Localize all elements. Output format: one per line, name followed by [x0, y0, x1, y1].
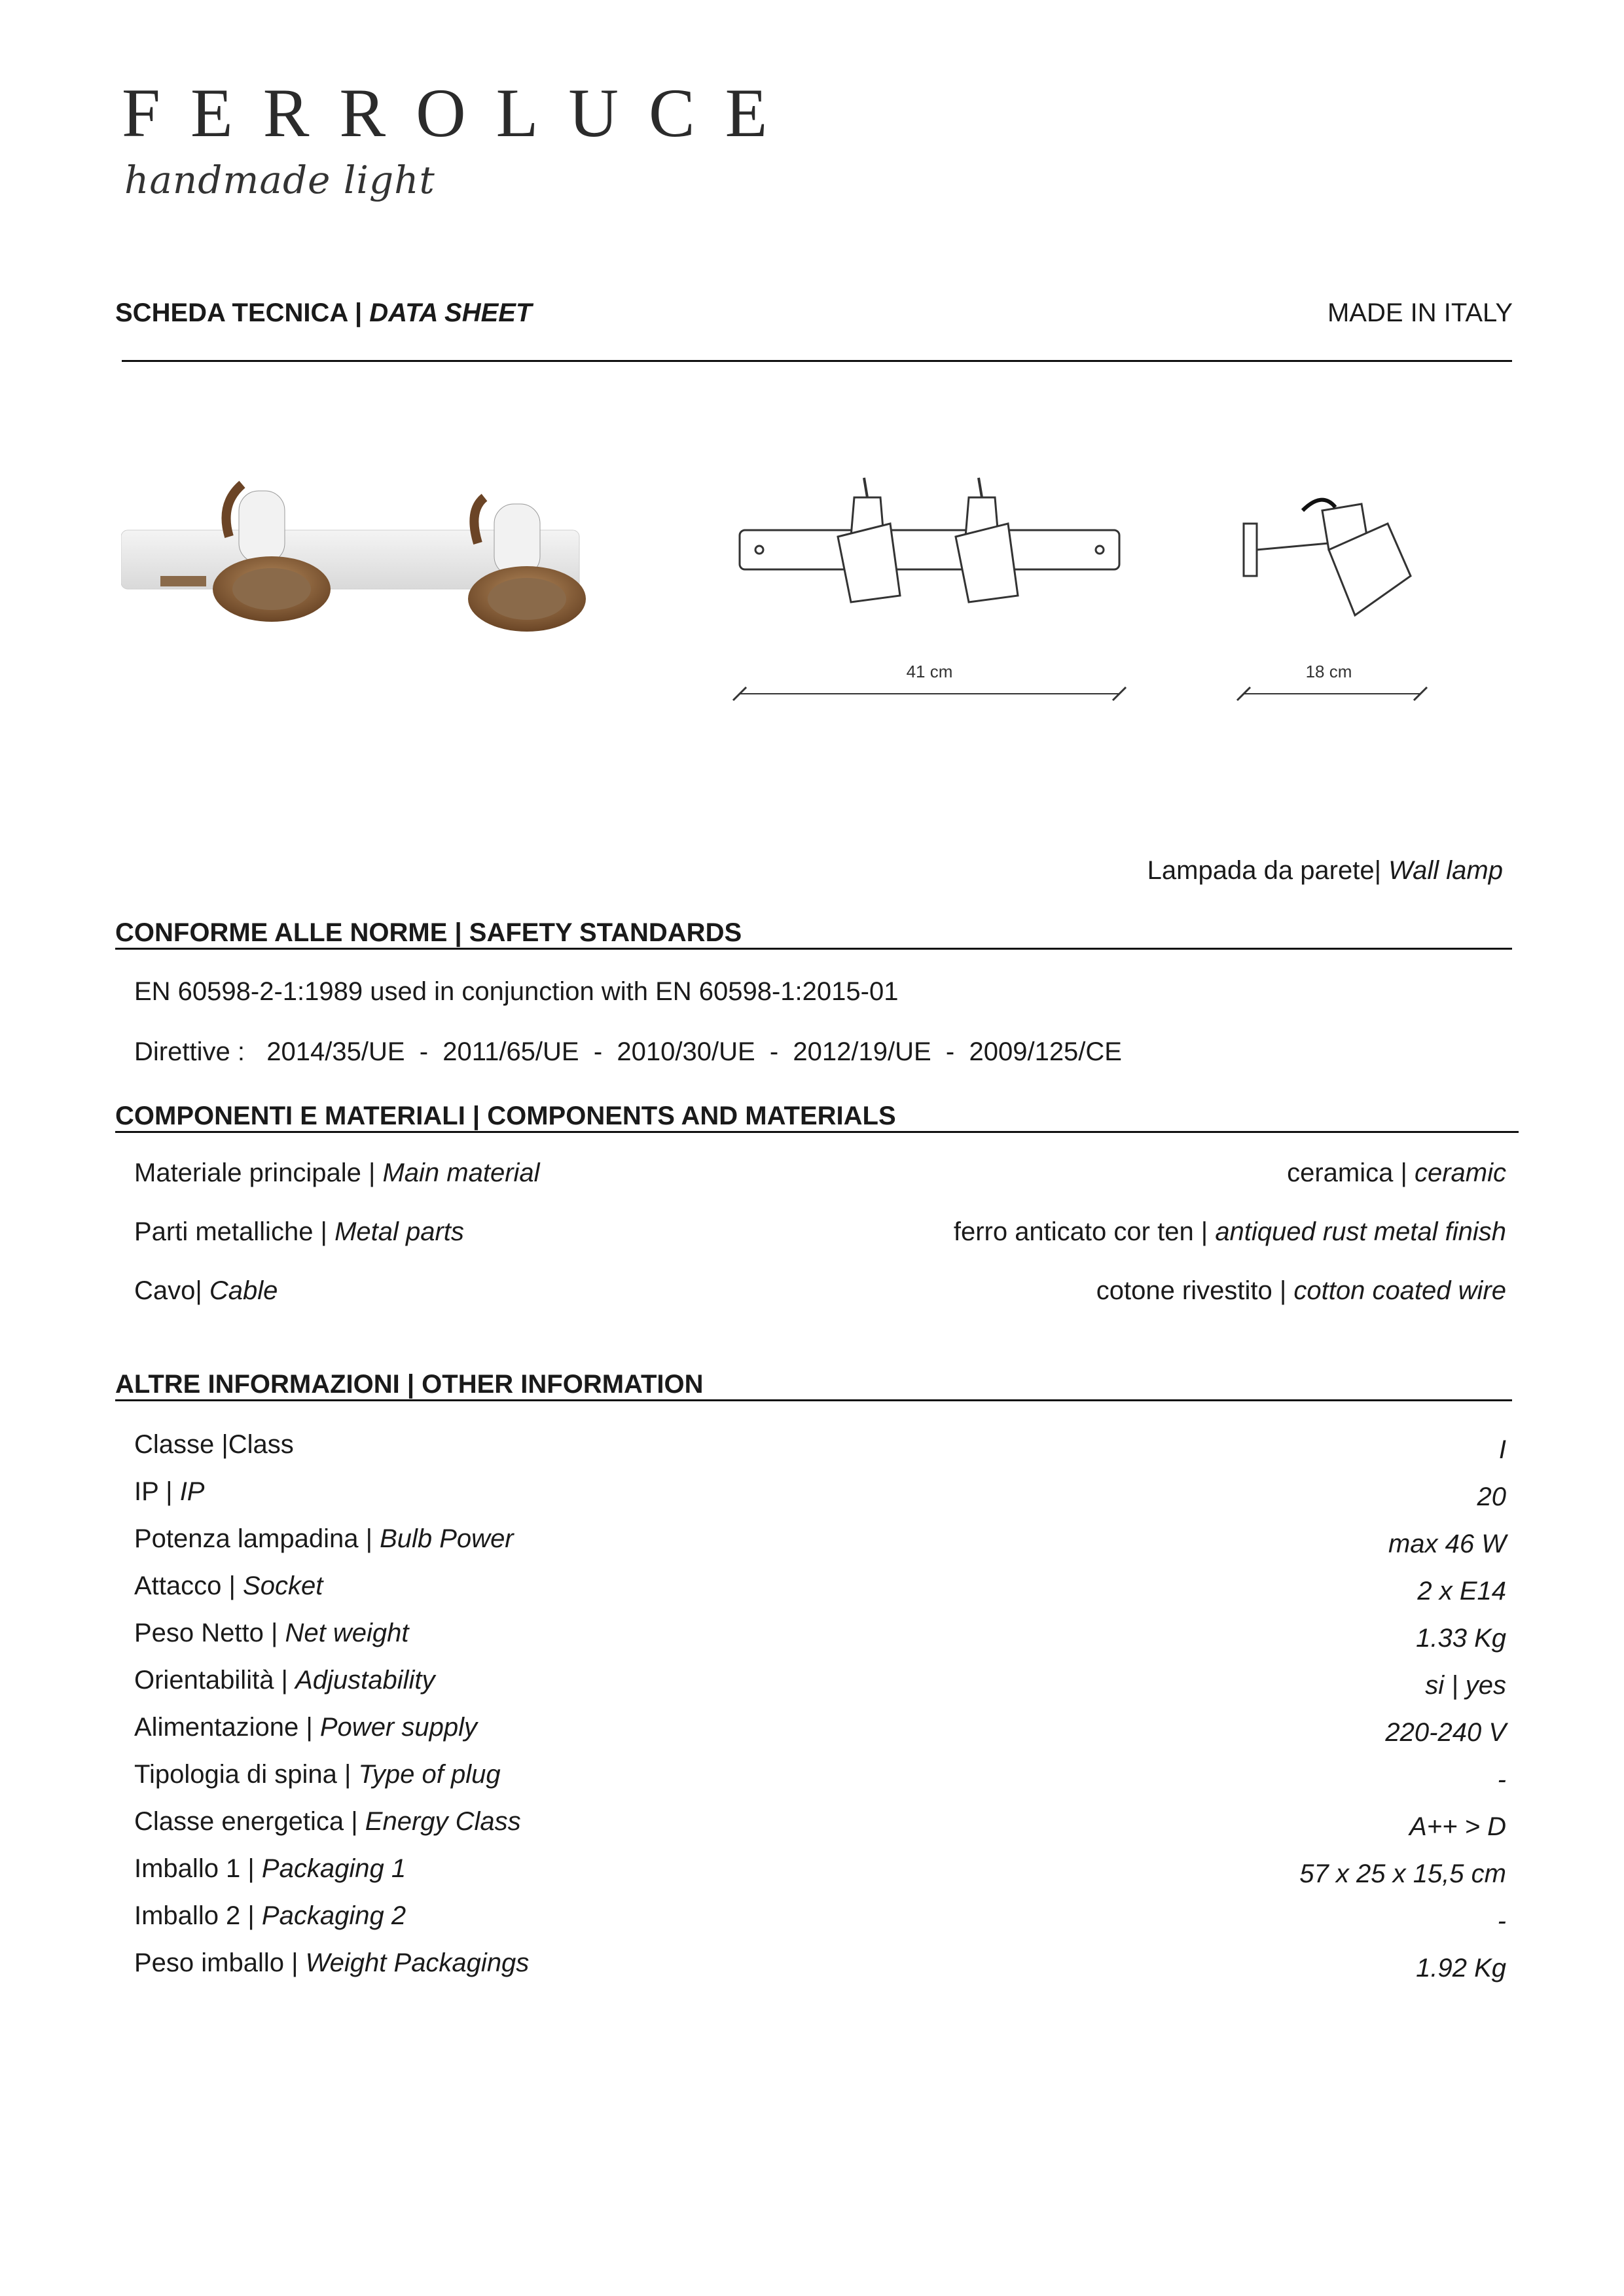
info-label-it: Imballo 2 | — [134, 1901, 262, 1930]
product-photo — [121, 458, 599, 655]
info-label-en: Net weight — [285, 1619, 409, 1647]
info-row — [0, 1524, 1624, 1564]
materials-value-en: antiqued rust metal finish — [1215, 1217, 1506, 1246]
info-value: A++ > D — [1409, 1812, 1506, 1841]
info-value: 1.92 Kg — [1416, 1954, 1506, 1982]
materials-value — [1096, 1276, 1506, 1306]
info-label-en: Adjustability — [295, 1666, 435, 1695]
info-value: I — [1498, 1435, 1506, 1464]
sheet-title-en: DATA SHEET — [369, 298, 532, 327]
info-label-en: Weight Packagings — [305, 1948, 530, 1977]
info-row — [0, 1477, 1624, 1516]
materials-row — [0, 1158, 1624, 1198]
info-label-en: Socket — [243, 1571, 323, 1600]
side-depth-label: 18 cm — [1305, 662, 1352, 681]
materials-value-it: ceramica | — [1287, 1158, 1415, 1187]
info-row — [0, 1901, 1624, 1941]
info-value: si | yes — [1425, 1671, 1506, 1700]
info-label-it: Imballo 1 | — [134, 1854, 262, 1883]
front-drawing — [727, 471, 1146, 713]
product-type-en: Wall lamp — [1388, 856, 1503, 885]
info-label — [134, 1477, 204, 1507]
materials-label-en: Cable — [209, 1276, 278, 1305]
info-label-it: Attacco | — [134, 1571, 244, 1600]
materials-label — [134, 1158, 540, 1188]
safety-divider — [115, 948, 1512, 950]
info-row — [0, 1948, 1624, 1988]
info-label-en: Bulb Power — [380, 1524, 514, 1553]
materials-row — [0, 1217, 1624, 1257]
info-label-en: Packaging 1 — [261, 1854, 406, 1883]
info-label — [134, 1619, 409, 1648]
product-type — [1147, 857, 1503, 884]
info-value: 20 — [1477, 1482, 1506, 1511]
info-row — [0, 1666, 1624, 1705]
materials-value-it: ferro anticato cor ten | — [953, 1217, 1216, 1246]
product-type-it: Lampada da parete| — [1147, 856, 1381, 885]
materials-label-en: Main material — [382, 1158, 540, 1187]
made-in-italy: MADE IN ITALY — [1327, 298, 1513, 327]
info-label — [134, 1571, 323, 1601]
info-value: max 46 W — [1388, 1530, 1506, 1558]
info-label-it: Classe energetica | — [134, 1807, 365, 1836]
sheet-title — [115, 300, 532, 326]
materials-divider — [115, 1131, 1519, 1133]
info-label-it: Orientabilità | — [134, 1666, 296, 1695]
materials-row — [0, 1276, 1624, 1316]
safety-title: CONFORME ALLE NORME | SAFETY STANDARDS — [115, 918, 742, 947]
materials-label-it: Materiale principale | — [134, 1158, 383, 1187]
info-row — [0, 1713, 1624, 1752]
info-value: 220-240 V — [1385, 1718, 1506, 1747]
info-label — [134, 1854, 406, 1884]
materials-title: COMPONENTI E MATERIALI | COMPONENTS AND MATERIALS — [115, 1102, 896, 1130]
info-label-en: Class — [228, 1430, 294, 1459]
header-divider — [122, 360, 1512, 362]
materials-label-it: Cavo| — [134, 1276, 209, 1305]
info-row — [0, 1619, 1624, 1658]
info-label-en: Power supply — [319, 1713, 477, 1742]
info-label-it: Peso Netto | — [134, 1619, 285, 1647]
info-label — [134, 1807, 521, 1837]
info-label-it: Alimentazione | — [134, 1713, 320, 1742]
info-label — [134, 1524, 514, 1554]
info-row — [0, 1854, 1624, 1893]
materials-label — [134, 1217, 464, 1247]
materials-label-en: Metal parts — [334, 1217, 464, 1246]
materials-value-en: cotton coated wire — [1293, 1276, 1506, 1305]
info-label — [134, 1760, 501, 1789]
info-row — [0, 1430, 1624, 1469]
info-label-en: Packaging 2 — [261, 1901, 406, 1930]
materials-label-it: Parti metalliche | — [134, 1217, 335, 1246]
info-label-it: IP | — [134, 1477, 180, 1506]
info-label-it: Classe | — [134, 1430, 228, 1459]
info-label — [134, 1948, 529, 1978]
safety-standard: EN 60598-2-1:1989 used in conjunction with EN 60598-1:2015-01 — [134, 977, 899, 1006]
info-row — [0, 1571, 1624, 1611]
info-value: - — [1497, 1765, 1506, 1794]
front-width-label: 41 cm — [906, 662, 953, 681]
info-row — [0, 1760, 1624, 1799]
other-divider — [115, 1399, 1512, 1401]
info-label-it: Potenza lampadina | — [134, 1524, 380, 1553]
info-label-en: Energy Class — [365, 1807, 521, 1836]
info-row — [0, 1807, 1624, 1846]
info-value: 2 x E14 — [1417, 1577, 1506, 1605]
brand-tagline: handmade light — [124, 158, 435, 202]
info-value: 1.33 Kg — [1416, 1624, 1506, 1653]
safety-directives: Direttive : 2014/35/UE - 2011/65/UE - 2010/30/UE - 2012/19/UE - 2009/125/CE — [134, 1037, 1122, 1066]
materials-value — [1287, 1158, 1506, 1188]
info-value: 57 x 25 x 15,5 cm — [1299, 1859, 1506, 1888]
materials-value-en: ceramic — [1414, 1158, 1506, 1187]
materials-label — [134, 1276, 278, 1306]
info-label-it: Tipologia di spina | — [134, 1760, 359, 1789]
info-label — [134, 1713, 477, 1742]
brand-logo: FERROLUCE — [122, 75, 798, 151]
info-label — [134, 1666, 435, 1695]
info-value: - — [1497, 1907, 1506, 1935]
materials-value-it: cotone rivestito | — [1096, 1276, 1294, 1305]
info-label-en: Type of plug — [358, 1760, 501, 1789]
info-label — [134, 1901, 406, 1931]
other-title: ALTRE INFORMAZIONI | OTHER INFORMATION — [115, 1370, 704, 1399]
side-drawing — [1231, 484, 1434, 707]
info-label-en: IP — [179, 1477, 205, 1506]
info-label — [134, 1430, 294, 1460]
materials-value — [954, 1217, 1506, 1247]
info-label-it: Peso imballo | — [134, 1948, 306, 1977]
sheet-title-it: SCHEDA TECNICA | — [115, 298, 363, 327]
